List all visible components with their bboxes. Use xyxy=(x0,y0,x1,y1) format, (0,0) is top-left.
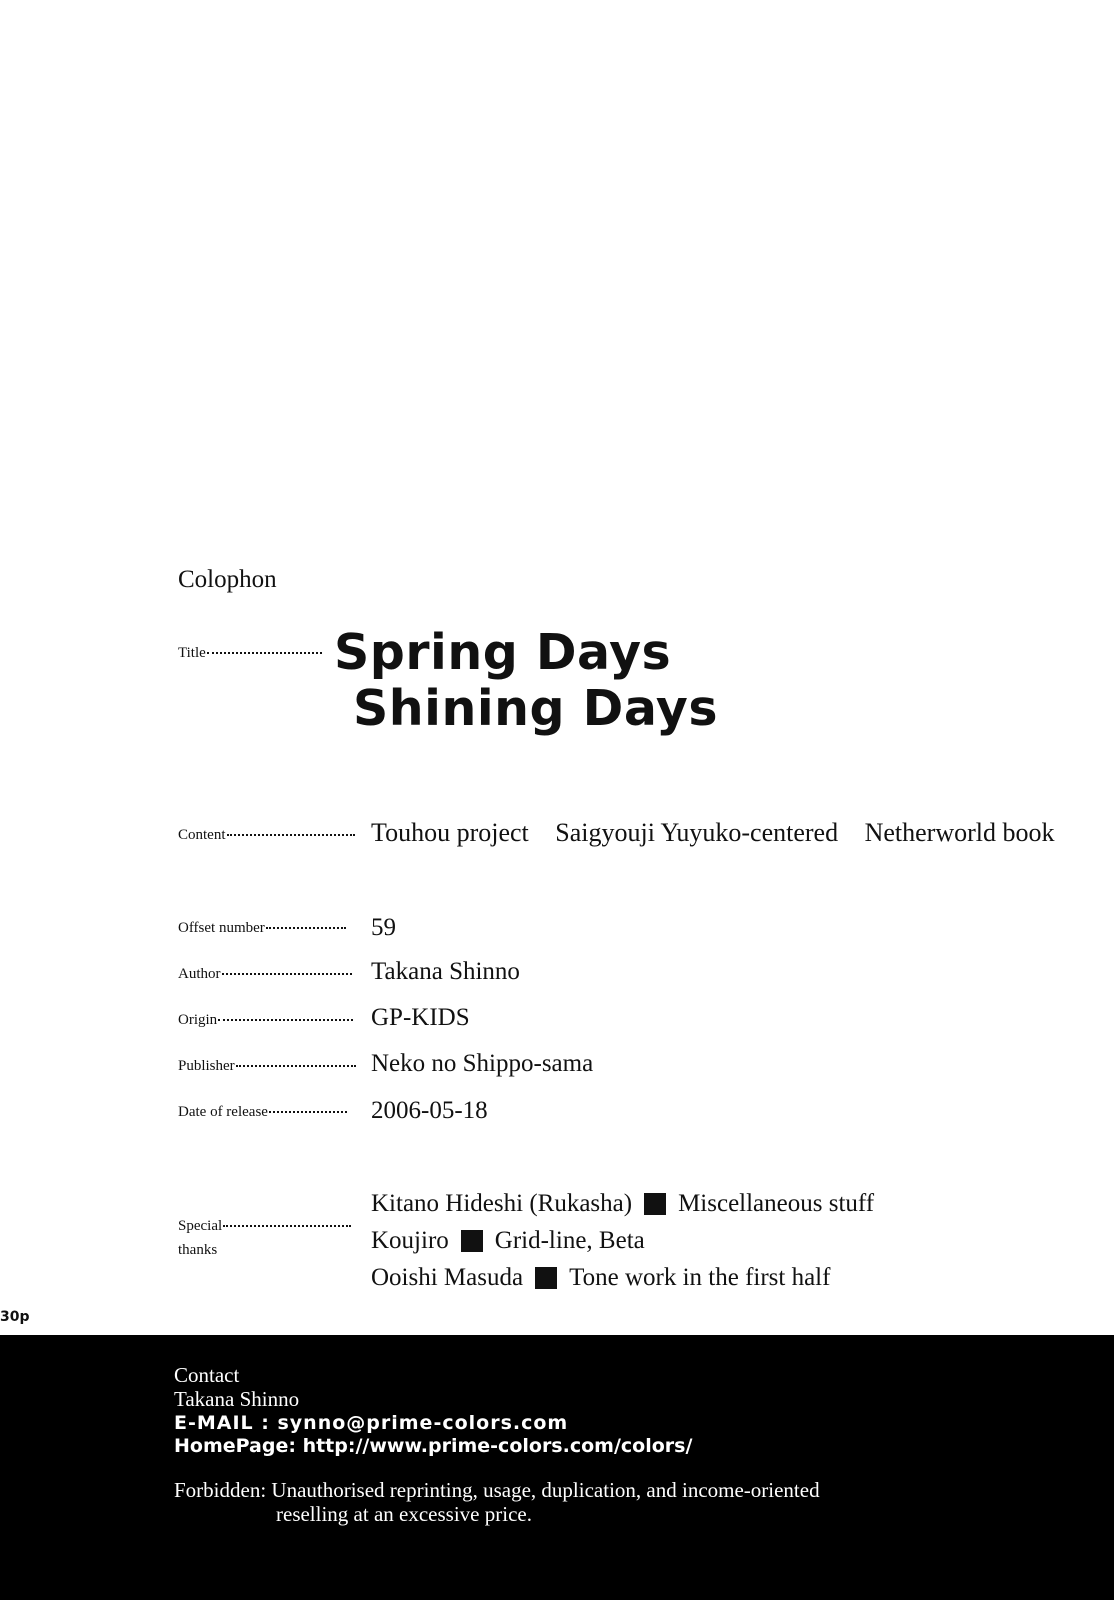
date-label xyxy=(178,1104,347,1121)
origin-label-dots xyxy=(218,1019,353,1021)
date-label-dots xyxy=(269,1111,347,1113)
thanks-label-text2: thanks xyxy=(178,1242,218,1258)
thanks-role: Grid-line, Beta xyxy=(494,1227,645,1254)
thanks-name: Ooishi Masuda xyxy=(371,1264,524,1291)
thanks-row xyxy=(371,1227,645,1255)
thanks-label xyxy=(178,1218,351,1235)
contact-heading: Contact xyxy=(174,1363,240,1387)
forbidden-line1: Forbidden: Unauthorised reprinting, usage, duplication, and income-oriented xyxy=(174,1478,820,1502)
origin-label xyxy=(178,1012,353,1029)
thanks-row xyxy=(371,1264,830,1292)
square-bullet-icon xyxy=(644,1193,666,1215)
thanks-role: Tone work in the first half xyxy=(569,1264,831,1291)
colophon-heading: Colophon xyxy=(178,566,277,593)
author-value: Takana Shinno xyxy=(371,958,520,985)
thanks-label-line2 xyxy=(178,1242,217,1259)
offset-label-text: Offset number xyxy=(178,920,265,936)
offset-value: 59 xyxy=(371,914,396,941)
square-bullet-icon xyxy=(535,1267,557,1289)
thanks-row xyxy=(371,1190,874,1218)
publisher-value: Neko no Shippo-sama xyxy=(371,1050,594,1077)
publisher-label-dots xyxy=(236,1065,356,1067)
author-label xyxy=(178,966,352,983)
contact-footer xyxy=(0,1335,1114,1600)
author-label-text: Author xyxy=(178,966,221,982)
email-line: E-MAIL : synno@prime-colors.com xyxy=(174,1412,569,1434)
content-item: Netherworld book xyxy=(864,818,1055,847)
offset-label-dots xyxy=(266,927,346,929)
contact-name: Takana Shinno xyxy=(174,1387,300,1411)
thanks-name: Koujiro xyxy=(371,1227,449,1254)
publisher-label-text: Publisher xyxy=(178,1058,235,1074)
thanks-label-text: Special xyxy=(178,1218,223,1234)
date-label-text: Date of release xyxy=(178,1104,268,1120)
content-label xyxy=(178,827,355,844)
title-label xyxy=(178,645,322,662)
offset-label xyxy=(178,920,346,937)
page-number: 30p xyxy=(0,1309,30,1325)
content-label-dots xyxy=(227,834,355,836)
content-item: Saigyouji Yuyuko-centered xyxy=(555,818,839,847)
content-values xyxy=(371,818,1074,848)
origin-value: GP-KIDS xyxy=(371,1004,470,1031)
content-item: Touhou project xyxy=(371,818,529,847)
title-label-dots xyxy=(207,652,322,654)
author-label-dots xyxy=(222,973,352,975)
forbidden-line2: reselling at an excessive price. xyxy=(276,1502,532,1526)
thanks-label-dots xyxy=(223,1225,351,1227)
homepage-line: HomePage: http://www.prime-colors.com/colors/ xyxy=(174,1435,693,1457)
thanks-name: Kitano Hideshi (Rukasha) xyxy=(371,1190,633,1217)
date-value: 2006-05-18 xyxy=(371,1097,488,1124)
square-bullet-icon xyxy=(461,1230,483,1252)
origin-label-text: Origin xyxy=(178,1012,218,1028)
title-label-text: Title xyxy=(178,645,206,661)
publisher-label xyxy=(178,1058,356,1075)
book-title-line2: Shining Days xyxy=(353,680,719,737)
book-title-line1: Spring Days xyxy=(334,624,672,681)
content-label-text: Content xyxy=(178,827,226,843)
thanks-role: Miscellaneous stuff xyxy=(678,1190,875,1217)
